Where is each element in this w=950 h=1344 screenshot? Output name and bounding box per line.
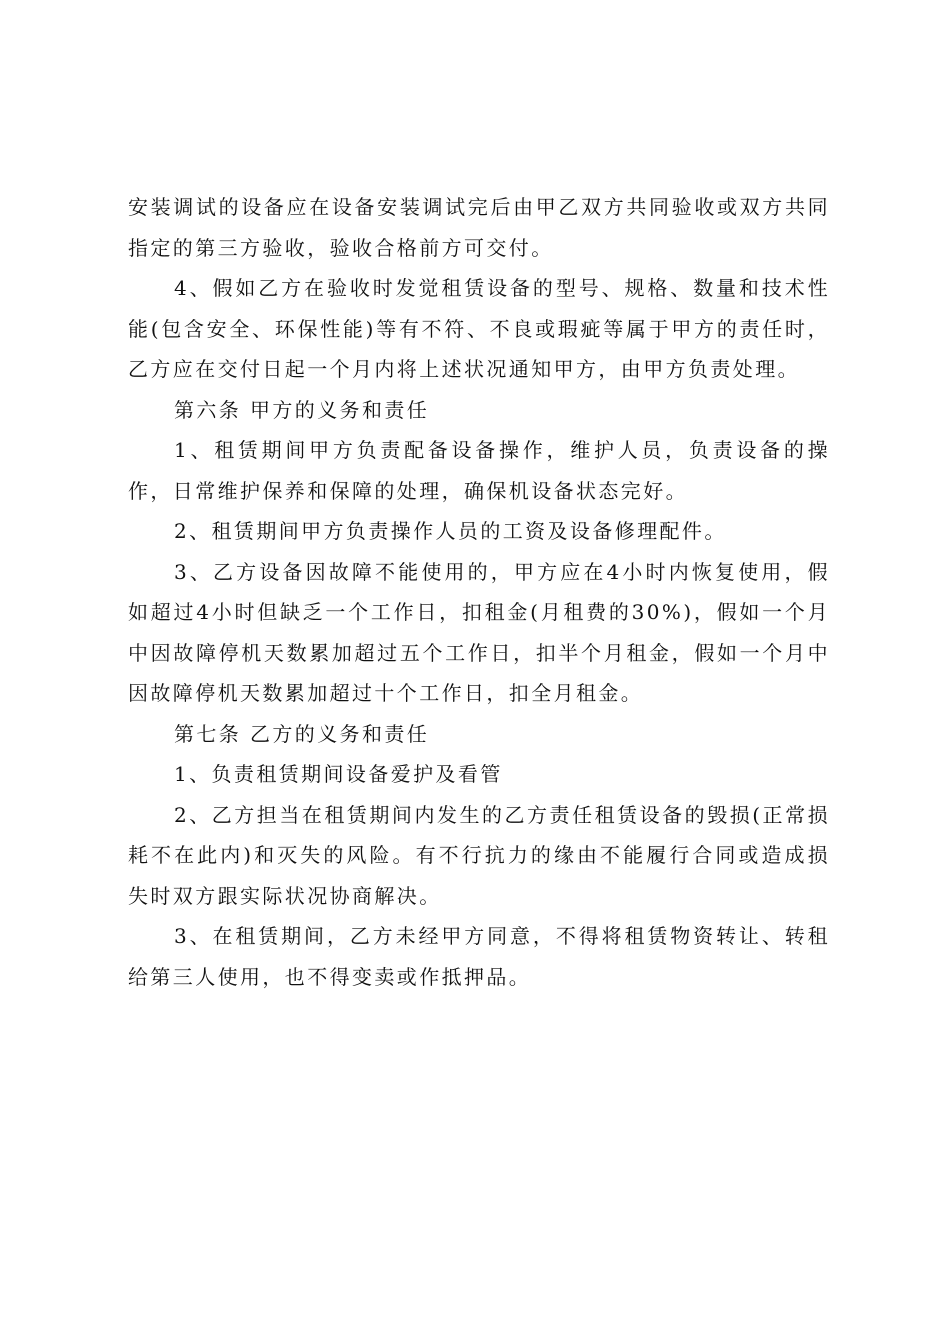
paragraph-clause-6-3: 3、乙方设备因故障不能使用的，甲方应在4小时内恢复使用，假如超过4小时但缺乏一个工作日，扣租金(月租费的30%)，假如一个月中因故障停机天数累加超过五个工作日，扣半个月租金，假如一个月中因故障停机天数累加超过十个工作日，扣全月租金。 — [128, 559, 830, 705]
paragraph-clause-7-3: 3、在租赁期间，乙方未经甲方同意，不得将租赁物资转让、转租给第三人使用，也不得变卖或作抵押品。 — [128, 924, 830, 989]
paragraph-continuation: 安装调试的设备应在设备安装调试完后由甲乙双方共同验收或双方共同指定的第三方验收，验收合格前方可交付。 — [128, 195, 830, 260]
heading-article-6: 第六条 甲方的义务和责任 — [174, 397, 430, 422]
heading-article-7: 第七条 乙方的义务和责任 — [174, 721, 430, 746]
paragraph-clause-5-4: 4、假如乙方在验收时发觉租赁设备的型号、规格、数量和技术性能(包含安全、环保性能)等有不符、不良或瑕疵等属于甲方的责任时，乙方应在交付日起一个月内将上述状况通知甲方，由甲方负责处理。 — [128, 276, 830, 381]
paragraph-clause-6-1: 1、租赁期间甲方负责配备设备操作，维护人员，负责设备的操作，日常维护保养和保障的处理，确保机设备状态完好。 — [128, 438, 830, 503]
paragraph-clause-7-2: 2、乙方担当在租赁期间内发生的乙方责任租赁设备的毁损(正常损耗不在此内)和灭失的风险。有不行抗力的缘由不能履行合同或造成损失时双方跟实际状况协商解决。 — [128, 802, 830, 908]
document-body — [128, 187, 830, 997]
paragraph-clause-6-2: 2、租赁期间甲方负责操作人员的工资及设备修理配件。 — [174, 519, 727, 543]
paragraph-clause-7-1: 1、负责租赁期间设备爱护及看管 — [174, 762, 503, 786]
